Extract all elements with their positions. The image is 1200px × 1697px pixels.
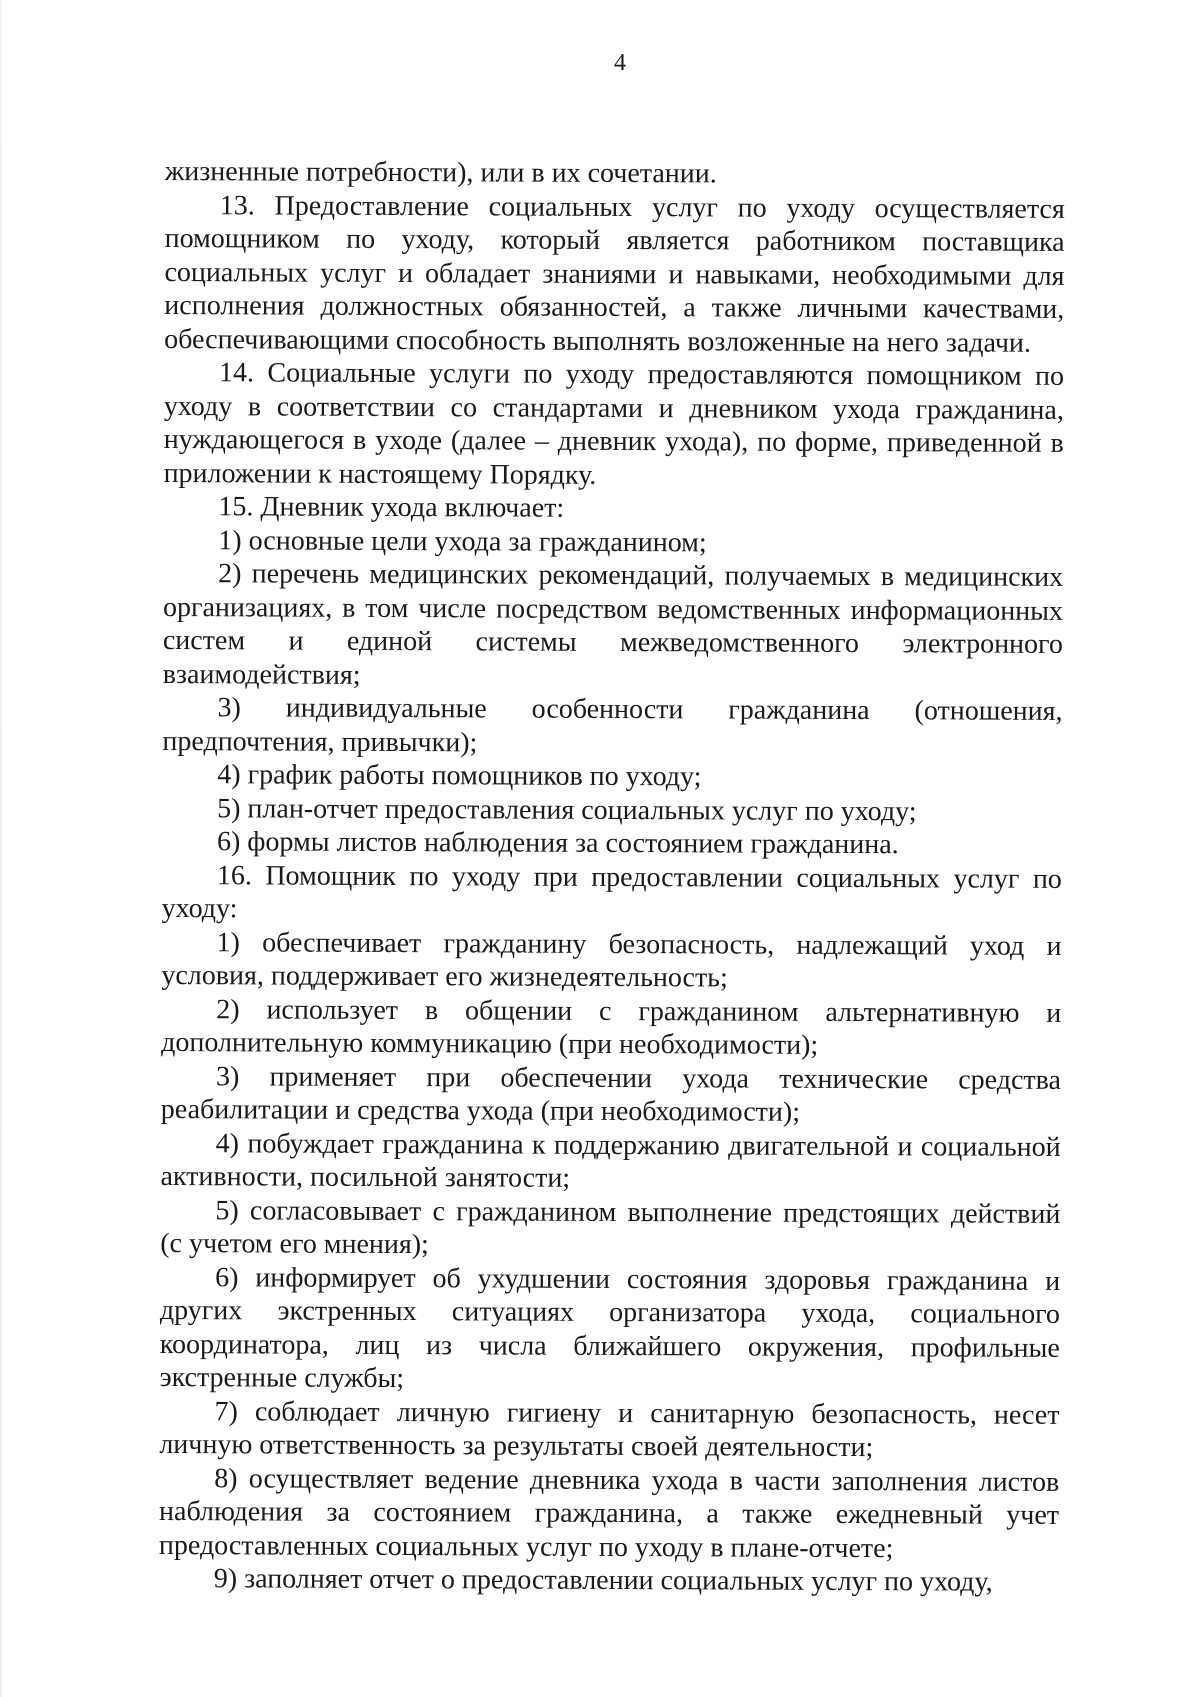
list-item-15-2: 2) перечень медицинских рекомендаций, получаемых в медицинских организациях, в том числе посредством ведомственных информационных систем и единой системы межведомственного электронного взаимодействия; xyxy=(162,558,1064,691)
scan-edge xyxy=(0,0,2,1697)
list-item-16-4: 4) побуждает гражданина к поддержанию двигательной и социальной активности, посильной занятости; xyxy=(160,1127,1061,1194)
list-item-16-2: 2) использует в общении с гражданином альтернативную и дополнительную коммуникацию (при необходимости); xyxy=(161,993,1062,1061)
list-item-16-5: 5) согласовывает с гражданином выполнение предстоящих действий (с учетом его мнения); xyxy=(160,1194,1061,1261)
document-body xyxy=(159,155,1065,1599)
list-item-16-3: 3) применяет при обеспечении ухода технические средства реабилитации и средства ухода (при необходимости); xyxy=(160,1060,1062,1128)
paragraph-13: 13. Предоставление социальных услуг по уходу осуществляется помощником по уходу, который является работником поставщика социальных услуг и обладает знаниями и навыками, необходимыми для исполнения должностных обязанностей, а также личными качествами, обеспечивающими способность выполнять возложенные на него задачи. xyxy=(164,189,1065,359)
paragraph-14: 14. Социальные услуги по уходу предоставляются помощником по уходу в соответствии со стандартами и дневником ухода гражданина, нуждающегося в уходе (далее – дневник ухода), по форме, приведенной в приложении к настоящему Порядку. xyxy=(163,357,1065,491)
list-item-15-6: 6) формы листов наблюдения за состоянием гражданина. xyxy=(216,826,899,861)
list-item-15-4: 4) график работы помощников по уходу; xyxy=(217,759,702,793)
list-item-15-1: 1) основные цели ухода за гражданином; xyxy=(218,524,707,558)
page-number: 4 xyxy=(614,50,626,76)
list-item-16-8: 8) осуществляет ведение дневника ухода в части заполнения листов наблюдения за состоянием гражданина, а также ежедневный учет предоставленных социальных услуг по уходу в плане-отчете; xyxy=(158,1462,1060,1564)
list-item-16-9: 9) заполняет отчет о предоставлении социальных услуг по уходу, xyxy=(213,1563,993,1598)
list-item-15-3: 3) индивидуальные особенности гражданина (отношения, предпочтения, привычки); xyxy=(162,692,1063,758)
list-item-16-7: 7) соблюдает личную гигиену и санитарную безопасность, несет личную ответственность за результаты своей деятельности; xyxy=(159,1395,1060,1464)
paragraph-16: 16. Помощник по уходу при предоставлении социальных услуг по уходу: xyxy=(161,859,1062,925)
paragraph-continuation: жизненные потребности), или в их сочетании. xyxy=(164,155,717,190)
list-item-16-1: 1) обеспечивает гражданину безопасность, надлежащий уход и условия, поддерживает его жизнедеятельность; xyxy=(161,926,1062,994)
list-item-15-5: 5) план-отчет предоставления социальных услуг по уходу; xyxy=(217,792,917,827)
paragraph-15: 15. Дневник ухода включает: xyxy=(218,491,565,524)
list-item-16-6: 6) информирует об ухудшении состояния здоровья гражданина и других экстренных ситуациях организатора ухода, социального координатора, лиц из числа ближайшего окружения, профильные экстренные службы; xyxy=(159,1261,1061,1395)
